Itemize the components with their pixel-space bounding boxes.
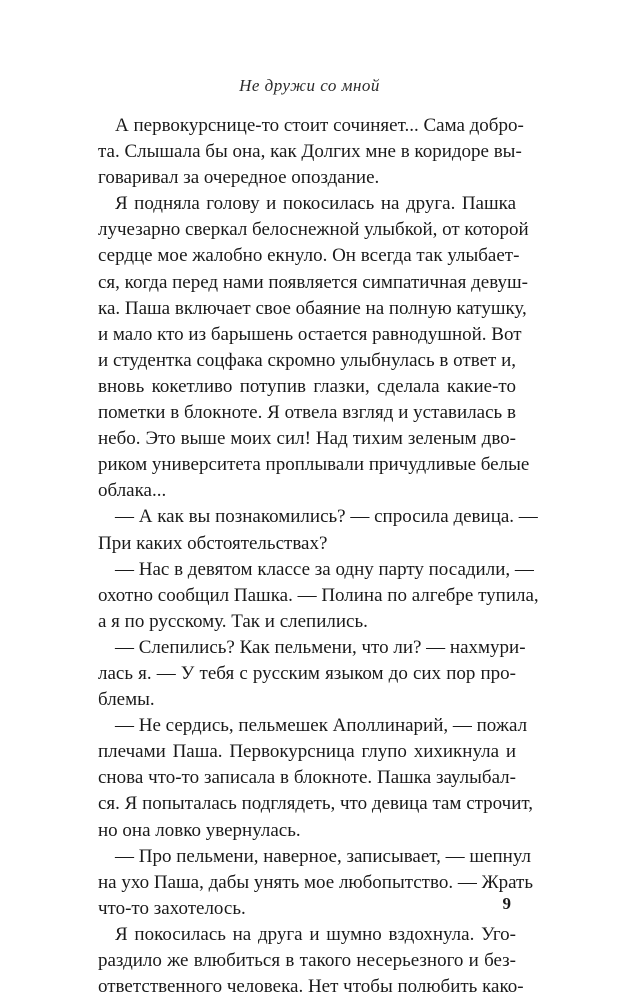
text-line: — Слепились? Как пельмени, что ли? — нахмури- <box>115 636 526 658</box>
text-line: и студентка соцфака скромно улыбнулась в ответ и, <box>98 349 516 371</box>
text-line: та. Слышала бы она, как Долгих мне в коридоре вы- <box>98 141 522 163</box>
text-line: снова что-то записала в блокноте. Пашка заулыбал- <box>98 767 516 789</box>
text-line: что-то захотелось. <box>98 897 246 919</box>
text-line: небо. Это выше моих сил! Над тихим зеленым дво- <box>98 428 516 450</box>
text-line: а я по русскому. Так и слепились. <box>98 610 368 632</box>
text-line: плечами Паша. Первокурсница глупо хихикнула и <box>98 741 516 763</box>
body-text <box>98 113 539 1000</box>
text-line: на ухо Паша, дабы унять мое любопытство. — Жрать <box>98 871 534 893</box>
text-line: лучезарно сверкал белоснежной улыбкой, от которой <box>98 219 529 241</box>
text-line: пометки в блокноте. Я отвела взгляд и уставилась в <box>98 402 516 424</box>
text-line: но она ловко увернулась. <box>98 819 301 841</box>
text-line: и мало кто из барышень остается равнодушной. Вот <box>98 323 522 345</box>
text-line: риком университета проплывали причудливые белые <box>98 454 530 476</box>
text-line: охотно сообщил Пашка. — Полина по алгебре тупила, <box>98 584 539 606</box>
text-line: А первокурснице-то стоит сочиняет... Сама добро- <box>115 115 524 136</box>
text-line: — Нас в девятом классе за одну парту посадили, — <box>115 558 534 580</box>
text-line: — Про пельмени, наверное, записывает, — шепнул <box>115 845 531 867</box>
text-line: — Не сердись, пельмешек Аполлинарий, — пожал <box>115 715 528 737</box>
text-line: облака... <box>98 480 167 502</box>
text-line: блемы. <box>98 689 155 711</box>
text-line: Я покосилась на друга и шумно вздохнула. Уго- <box>115 923 516 945</box>
text-line: сердце мое жалобно екнуло. Он всегда так улыбает- <box>98 245 520 267</box>
running-head: Не дружи со мной <box>239 76 380 95</box>
text-line: ответственного человека. Нет чтобы полюбить како- <box>98 976 524 998</box>
text-line: раздило же влюбиться в такого несерьезного и без- <box>98 950 516 971</box>
text-line: При каких обстоятельствах? <box>98 532 328 554</box>
text-line: — А как вы познакомились? — спросила девица. — <box>115 506 538 528</box>
text-line: говаривал за очередное опоздание. <box>98 167 380 189</box>
page-number: 9 <box>502 894 511 913</box>
text-line: ся. Я попыталась подглядеть, что девица там строчит, <box>98 793 534 815</box>
text-line: лась я. — У тебя с русским языком до сих пор про- <box>98 662 516 684</box>
text-line: вновь кокетливо потупив глазки, сделала какие-то <box>98 375 516 397</box>
text-line: ка. Паша включает свое обаяние на полную катушку, <box>98 297 527 319</box>
text-line: ся, когда перед нами появляется симпатичная девуш- <box>98 271 528 293</box>
text-line: Я подняла голову и покосилась на друга. Пашка <box>115 193 516 215</box>
